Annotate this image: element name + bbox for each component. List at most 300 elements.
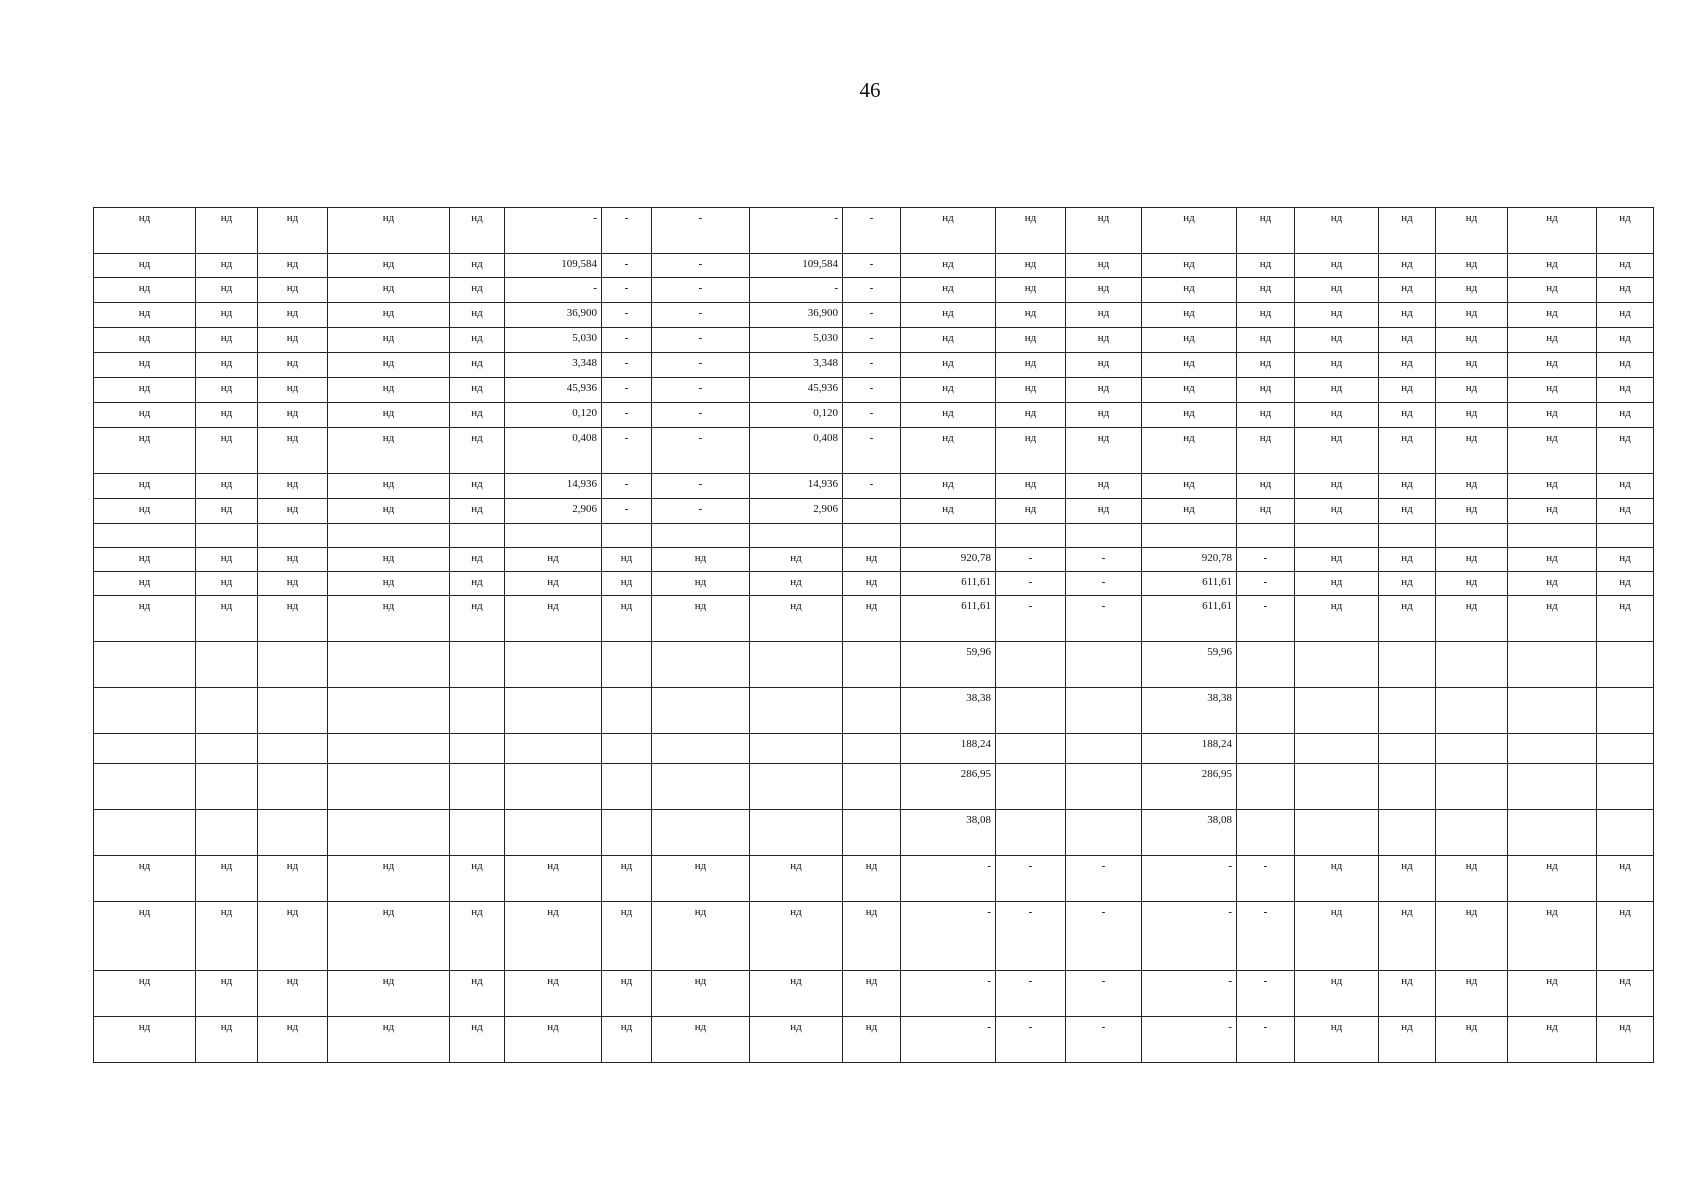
table-cell: нд — [258, 403, 328, 428]
table-cell: - — [602, 254, 652, 278]
table-cell: нд — [1237, 474, 1295, 499]
table-cell: - — [750, 208, 843, 254]
table-cell: нд — [94, 572, 196, 596]
table-row — [94, 734, 1654, 764]
table-cell: нд — [1508, 328, 1597, 353]
table-cell: 2,906 — [505, 499, 602, 524]
table-cell: нд — [450, 278, 505, 303]
table-cell: нд — [94, 254, 196, 278]
table-cell: нд — [1379, 474, 1436, 499]
table-cell — [602, 764, 652, 810]
table-cell: 920,78 — [1142, 548, 1237, 572]
table-cell — [1066, 734, 1142, 764]
table-cell: нд — [94, 856, 196, 902]
table-cell: - — [1142, 1017, 1237, 1063]
table-cell: - — [843, 428, 901, 474]
table-cell: нд — [1237, 353, 1295, 378]
table-cell: нд — [901, 208, 996, 254]
table-cell: нд — [1436, 548, 1508, 572]
table-cell — [1436, 734, 1508, 764]
table-cell: нд — [328, 596, 450, 642]
table-cell: - — [1237, 572, 1295, 596]
table-cell — [94, 688, 196, 734]
table-cell: 45,936 — [505, 378, 602, 403]
table-cell: нд — [1379, 254, 1436, 278]
table-cell: - — [996, 572, 1066, 596]
table-cell: - — [843, 303, 901, 328]
table-cell — [996, 642, 1066, 688]
table-cell: нд — [1597, 303, 1654, 328]
table-cell: нд — [1066, 328, 1142, 353]
table-cell — [750, 642, 843, 688]
table-cell: нд — [258, 303, 328, 328]
table-cell: нд — [505, 971, 602, 1017]
table-cell: нд — [1237, 499, 1295, 524]
table-cell: нд — [1508, 428, 1597, 474]
table-cell: - — [602, 378, 652, 403]
table-cell: нд — [1295, 254, 1379, 278]
table-cell: нд — [258, 378, 328, 403]
table-cell: - — [1066, 1017, 1142, 1063]
table-cell: нд — [1508, 403, 1597, 428]
table-cell: нд — [505, 572, 602, 596]
table-cell: нд — [996, 328, 1066, 353]
table-cell — [1379, 642, 1436, 688]
table-cell: нд — [1436, 208, 1508, 254]
table-cell: нд — [196, 378, 258, 403]
table-cell: - — [652, 499, 750, 524]
table-cell: нд — [1597, 902, 1654, 971]
table-cell — [750, 810, 843, 856]
table-cell: - — [602, 328, 652, 353]
table-cell — [196, 764, 258, 810]
table-cell: нд — [1237, 328, 1295, 353]
table-row — [94, 328, 1654, 353]
table-cell: нд — [505, 596, 602, 642]
table-cell — [652, 734, 750, 764]
table-cell: нд — [750, 572, 843, 596]
table-cell: нд — [450, 428, 505, 474]
table-cell: - — [652, 474, 750, 499]
table-row — [94, 278, 1654, 303]
table-cell — [328, 524, 450, 548]
table-cell: нд — [258, 596, 328, 642]
table-cell: нд — [1237, 378, 1295, 403]
table-cell: нд — [196, 353, 258, 378]
table-row — [94, 499, 1654, 524]
table-cell: нд — [258, 856, 328, 902]
table-cell: нд — [94, 403, 196, 428]
table-cell: 188,24 — [1142, 734, 1237, 764]
table-cell: - — [996, 596, 1066, 642]
table-cell: нд — [196, 208, 258, 254]
table-cell: нд — [1295, 499, 1379, 524]
table-cell — [1237, 764, 1295, 810]
table-cell: нд — [1066, 303, 1142, 328]
table-cell: - — [901, 971, 996, 1017]
table-cell: - — [996, 902, 1066, 971]
table-cell: нд — [1508, 596, 1597, 642]
table-cell: - — [652, 303, 750, 328]
table-cell — [652, 524, 750, 548]
table-cell: нд — [996, 208, 1066, 254]
table-cell — [450, 688, 505, 734]
table-cell — [1436, 764, 1508, 810]
table-cell: - — [652, 428, 750, 474]
table-cell: нд — [652, 1017, 750, 1063]
table-cell: нд — [258, 572, 328, 596]
table-cell: - — [996, 548, 1066, 572]
table-cell: 38,38 — [901, 688, 996, 734]
table-cell: нд — [1379, 971, 1436, 1017]
table-cell: нд — [1066, 499, 1142, 524]
table-cell: нд — [1436, 572, 1508, 596]
table-cell: нд — [602, 596, 652, 642]
table-cell: нд — [1436, 474, 1508, 499]
table-cell: нд — [1436, 499, 1508, 524]
table-cell: нд — [1597, 856, 1654, 902]
table-cell: - — [1142, 902, 1237, 971]
table-cell: нд — [1066, 208, 1142, 254]
table-cell: 38,38 — [1142, 688, 1237, 734]
table-cell: нд — [258, 548, 328, 572]
table-cell: нд — [450, 353, 505, 378]
table-cell: нд — [843, 596, 901, 642]
table-cell: - — [1237, 548, 1295, 572]
table-cell — [1508, 734, 1597, 764]
table-cell — [328, 734, 450, 764]
table-cell — [1295, 642, 1379, 688]
table-cell: нд — [258, 971, 328, 1017]
table-cell: нд — [328, 971, 450, 1017]
table-cell — [1295, 524, 1379, 548]
table-cell: нд — [1379, 499, 1436, 524]
table-cell: нд — [258, 278, 328, 303]
table-cell: нд — [258, 428, 328, 474]
table-cell — [328, 642, 450, 688]
table-cell: 59,96 — [1142, 642, 1237, 688]
table-cell — [1066, 688, 1142, 734]
table-row — [94, 524, 1654, 548]
table-cell — [1508, 642, 1597, 688]
table-cell: - — [602, 353, 652, 378]
table-cell: нд — [196, 971, 258, 1017]
table-cell — [1066, 642, 1142, 688]
table-cell: нд — [258, 474, 328, 499]
table-cell: - — [1237, 856, 1295, 902]
table-cell: нд — [1142, 254, 1237, 278]
table-cell: нд — [1597, 499, 1654, 524]
table-cell: нд — [1508, 548, 1597, 572]
table-cell: нд — [450, 328, 505, 353]
table-cell: нд — [258, 208, 328, 254]
table-cell: нд — [901, 254, 996, 278]
table-cell: нд — [328, 278, 450, 303]
table-row — [94, 208, 1654, 254]
table-cell — [258, 764, 328, 810]
table-cell: нд — [1142, 378, 1237, 403]
table-cell: нд — [996, 403, 1066, 428]
table-cell: - — [901, 902, 996, 971]
table-cell: нд — [1436, 856, 1508, 902]
table-cell — [602, 734, 652, 764]
table-cell: - — [1237, 902, 1295, 971]
table-cell — [505, 810, 602, 856]
table-cell: 36,900 — [750, 303, 843, 328]
table-cell: нд — [996, 353, 1066, 378]
table-cell: нд — [1508, 353, 1597, 378]
table-cell — [450, 734, 505, 764]
table-cell — [1379, 764, 1436, 810]
table-cell — [94, 764, 196, 810]
table-cell: нд — [1237, 428, 1295, 474]
table-cell: нд — [1295, 474, 1379, 499]
table-cell: нд — [1066, 254, 1142, 278]
table-cell: 5,030 — [750, 328, 843, 353]
table-cell — [843, 524, 901, 548]
table-cell: нд — [94, 353, 196, 378]
table-cell: 36,900 — [505, 303, 602, 328]
table-cell — [328, 764, 450, 810]
table-cell: нд — [750, 856, 843, 902]
table-row — [94, 971, 1654, 1017]
table-cell: нд — [843, 902, 901, 971]
table-cell — [602, 810, 652, 856]
table-cell: - — [505, 208, 602, 254]
table-cell: - — [901, 1017, 996, 1063]
table-cell: нд — [196, 428, 258, 474]
table-cell — [196, 810, 258, 856]
table-cell: нд — [1379, 328, 1436, 353]
table-cell: - — [652, 278, 750, 303]
table-cell — [450, 764, 505, 810]
table-cell: нд — [505, 1017, 602, 1063]
table-cell: нд — [1436, 428, 1508, 474]
table-cell: нд — [1597, 596, 1654, 642]
table-cell — [996, 810, 1066, 856]
table-cell: - — [602, 428, 652, 474]
table-cell: нд — [94, 303, 196, 328]
table-cell: - — [602, 208, 652, 254]
table-cell — [1379, 810, 1436, 856]
table-cell: нд — [1295, 596, 1379, 642]
table-cell: нд — [505, 902, 602, 971]
table-row — [94, 378, 1654, 403]
table-cell: нд — [901, 474, 996, 499]
table-cell: 14,936 — [750, 474, 843, 499]
table-cell: нд — [1436, 902, 1508, 971]
table-cell: нд — [843, 971, 901, 1017]
table-cell: нд — [328, 353, 450, 378]
table-cell — [450, 524, 505, 548]
table-cell: нд — [1597, 403, 1654, 428]
table-cell — [602, 688, 652, 734]
table-cell: нд — [196, 902, 258, 971]
table-cell: нд — [450, 254, 505, 278]
table-cell: нд — [1295, 403, 1379, 428]
table-body — [94, 208, 1654, 1063]
table-cell: нд — [1379, 596, 1436, 642]
table-cell: - — [1237, 596, 1295, 642]
table-cell — [996, 688, 1066, 734]
table-cell: нд — [196, 278, 258, 303]
table-cell: нд — [1597, 428, 1654, 474]
table-cell — [505, 688, 602, 734]
table-cell — [652, 764, 750, 810]
table-cell: нд — [328, 474, 450, 499]
table-cell: 109,584 — [750, 254, 843, 278]
table-cell — [258, 688, 328, 734]
table-cell: 0,408 — [505, 428, 602, 474]
table-cell — [750, 764, 843, 810]
table-cell: нд — [1597, 328, 1654, 353]
table-cell: - — [843, 278, 901, 303]
table-cell: нд — [843, 572, 901, 596]
table-cell: нд — [750, 971, 843, 1017]
table-row — [94, 902, 1654, 971]
table-cell — [1066, 524, 1142, 548]
table-cell: нд — [94, 1017, 196, 1063]
table-cell — [843, 764, 901, 810]
table-cell — [328, 688, 450, 734]
table-cell — [94, 642, 196, 688]
table-cell: нд — [450, 303, 505, 328]
table-cell: нд — [901, 303, 996, 328]
table-cell: нд — [196, 596, 258, 642]
table-cell: нд — [94, 278, 196, 303]
table-cell: нд — [328, 1017, 450, 1063]
table-cell: 188,24 — [901, 734, 996, 764]
table-cell: нд — [1295, 328, 1379, 353]
table-cell: нд — [843, 1017, 901, 1063]
table-cell — [1295, 734, 1379, 764]
table-cell: нд — [1295, 428, 1379, 474]
table-cell — [196, 642, 258, 688]
table-cell — [1066, 810, 1142, 856]
table-cell: нд — [450, 208, 505, 254]
table-row — [94, 596, 1654, 642]
table-cell: нд — [996, 303, 1066, 328]
table-cell: нд — [1436, 971, 1508, 1017]
table-cell: 920,78 — [901, 548, 996, 572]
table-row — [94, 254, 1654, 278]
table-cell: нд — [1142, 303, 1237, 328]
table-cell: нд — [1508, 902, 1597, 971]
table-cell — [94, 524, 196, 548]
table-cell: - — [843, 254, 901, 278]
table-row — [94, 353, 1654, 378]
table-cell: нд — [258, 499, 328, 524]
table-cell: нд — [901, 278, 996, 303]
table-cell — [258, 810, 328, 856]
table-cell: - — [996, 1017, 1066, 1063]
table-cell: нд — [1508, 378, 1597, 403]
table-cell: нд — [1436, 328, 1508, 353]
table-cell — [1597, 688, 1654, 734]
table-cell: нд — [602, 572, 652, 596]
table-cell: 286,95 — [1142, 764, 1237, 810]
table-cell: нд — [1066, 403, 1142, 428]
table-cell: 611,61 — [901, 596, 996, 642]
table-cell — [652, 810, 750, 856]
table-cell: нд — [602, 548, 652, 572]
table-cell: нд — [196, 548, 258, 572]
table-cell: нд — [1295, 1017, 1379, 1063]
table-cell: 3,348 — [750, 353, 843, 378]
table-cell: 5,030 — [505, 328, 602, 353]
table-cell — [505, 734, 602, 764]
table-cell — [1237, 810, 1295, 856]
table-cell: нд — [1066, 278, 1142, 303]
table-cell: 0,408 — [750, 428, 843, 474]
table-cell: нд — [1597, 353, 1654, 378]
table-cell: нд — [94, 208, 196, 254]
table-cell — [505, 764, 602, 810]
table-cell: 45,936 — [750, 378, 843, 403]
table-cell: нд — [602, 902, 652, 971]
table-cell: нд — [1597, 1017, 1654, 1063]
table-cell — [1597, 734, 1654, 764]
table-cell — [1508, 524, 1597, 548]
table-cell: нд — [1597, 971, 1654, 1017]
table-cell — [1597, 764, 1654, 810]
table-cell: нд — [750, 1017, 843, 1063]
table-cell: нд — [652, 902, 750, 971]
table-cell: нд — [1508, 474, 1597, 499]
table-cell: нд — [1142, 278, 1237, 303]
table-cell: нд — [94, 548, 196, 572]
table-cell: нд — [652, 548, 750, 572]
table-cell: нд — [94, 474, 196, 499]
table-cell: - — [652, 403, 750, 428]
table-cell: нд — [1379, 548, 1436, 572]
table-cell — [505, 642, 602, 688]
table-cell: нд — [1379, 278, 1436, 303]
table-cell: нд — [328, 428, 450, 474]
table-cell — [750, 734, 843, 764]
table-cell: нд — [1295, 856, 1379, 902]
table-cell: - — [1237, 971, 1295, 1017]
table-cell: нд — [1597, 572, 1654, 596]
table-cell: - — [652, 254, 750, 278]
table-cell: нд — [328, 378, 450, 403]
table-cell: нд — [1436, 254, 1508, 278]
table-cell: 611,61 — [901, 572, 996, 596]
table-cell: - — [1066, 971, 1142, 1017]
table-cell: нд — [258, 1017, 328, 1063]
table-cell: нд — [1379, 403, 1436, 428]
table-cell: нд — [196, 499, 258, 524]
table-cell: нд — [258, 353, 328, 378]
table-cell: нд — [1436, 378, 1508, 403]
table-cell: - — [843, 403, 901, 428]
table-cell — [258, 642, 328, 688]
table-cell: нд — [1379, 572, 1436, 596]
table-cell — [505, 524, 602, 548]
table-cell — [1508, 764, 1597, 810]
table-cell — [996, 764, 1066, 810]
table-cell — [843, 688, 901, 734]
table-cell — [1066, 764, 1142, 810]
table-cell — [94, 734, 196, 764]
table-cell: нд — [1379, 428, 1436, 474]
table-cell — [94, 810, 196, 856]
table-cell: нд — [1508, 208, 1597, 254]
table-cell — [652, 688, 750, 734]
table-cell: - — [1066, 572, 1142, 596]
table-cell: нд — [996, 278, 1066, 303]
table-cell: нд — [328, 856, 450, 902]
